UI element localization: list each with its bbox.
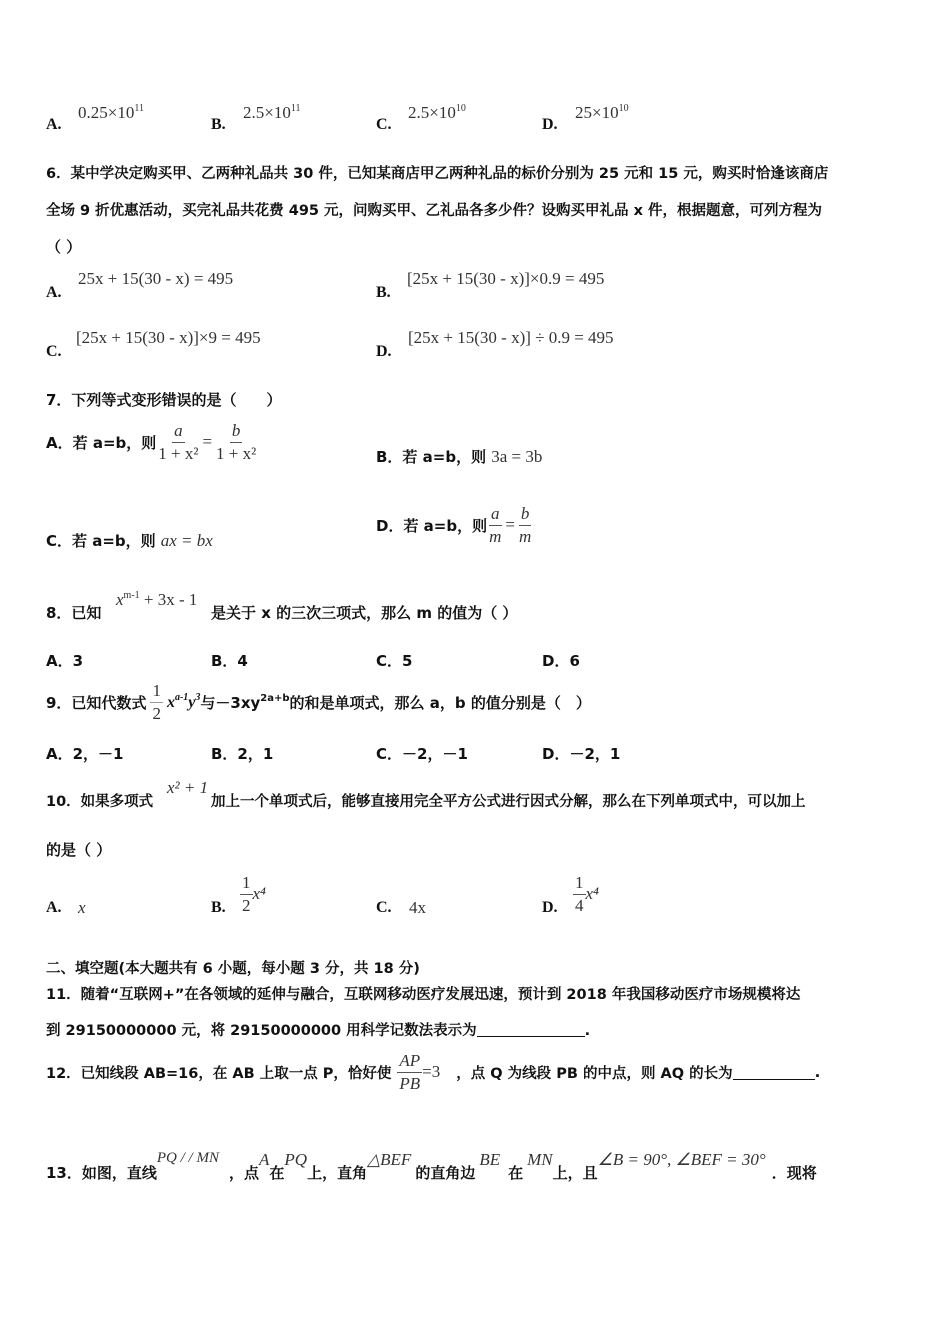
q12-fraction: $\frac{AP}{PB}$	[399, 1051, 421, 1093]
q9-fraction: $\frac{1}{2}$	[152, 681, 161, 723]
q8-suffix: 是关于 x 的三次三项式，那么 m 的值为（ ）	[211, 604, 518, 622]
q10-option-a-label: A.	[46, 899, 62, 916]
q9-option-c: C．－2，－1	[376, 745, 468, 763]
q10-option-d-value: $\frac{1}{4}$ x⁴	[575, 873, 599, 915]
q9-term1: $x^{a-1}y^3$	[166, 692, 201, 712]
q6-option-c-value: [25x + 15(30 - x)]×9 = 495	[76, 328, 261, 347]
q9-option-d: D．－2，1	[542, 745, 621, 763]
question-12: 12．已知线段 AB=16，在 AB 上取一点 P，恰好使 $\frac{AP}{PB}$ =3 ，点 Q 为线段 PB 的中点，则 AQ 的长为 .	[46, 1051, 821, 1093]
q7-option-d-frac1: $\frac{a}{m}$	[489, 504, 502, 546]
q11-stem-line2: 到 29150000000 元，将 29150000000 用科学记数法表示为 .	[46, 1023, 591, 1039]
q8-prefix: 8．已知	[46, 604, 102, 622]
q6-stem-line3: （ ）	[46, 238, 82, 256]
q6-option-c-label: C.	[46, 343, 62, 360]
q7-option-b	[376, 446, 542, 467]
q12-prefix: 12．已知线段 AB=16，在 AB 上取一点 P，恰好使	[46, 1065, 392, 1082]
q8-expression: $x^{m-1} + 3x - 1$	[116, 590, 198, 609]
q10-suffix: 加上一个单项式后，能够直接用完全平方公式进行因式分解，那么在下列单项式中，可以加上	[211, 794, 806, 810]
q10-option-c-label: C.	[376, 899, 392, 916]
q10-expression: x² + 1	[167, 778, 209, 797]
q10-stem-line2: 的是（ ）	[46, 841, 112, 859]
q5-option-a-value: $0.25\times 10^{11}$	[78, 103, 144, 122]
q10-option-b-value: $\frac{1}{2}$ x⁴	[242, 873, 266, 915]
q7-option-a-frac1: $\frac{a}{\text{1 + x²}}$	[158, 421, 199, 463]
q10-option-d-label: D.	[542, 899, 558, 916]
q8-option-c: C．5	[376, 652, 413, 670]
q6-option-a-value: 25x + 15(30 - x) = 495	[78, 269, 234, 288]
q7-option-b-label: B．若 a=b，则	[376, 448, 487, 466]
q7-option-c-value: ax = bx	[160, 531, 213, 550]
q6-stem-line2: 全场 9 折优惠活动，买完礼品共花费 495 元，问购买甲、乙礼品各多少件？设购买甲礼品 x 件，根据题意，可列方程为	[46, 203, 822, 219]
q9-option-a: A．2，－1	[46, 745, 124, 763]
q5-option-d-label: D.	[542, 116, 558, 133]
q5-option-b-value: $2.5\times 10^{11}$	[243, 103, 301, 122]
q5-option-c-label: C.	[376, 116, 392, 133]
q7-option-a: A．若 a=b，则 $\frac{a}{\text{1 + x²}}$ = $\frac{b}{\text{1 + x²}}$	[46, 421, 257, 463]
q11-answer-blank[interactable]	[477, 1022, 585, 1037]
q5-option-d-value: $25\times 10^{10}$	[575, 103, 629, 122]
q6-stem-line1: 6．某中学决定购买甲、乙两种礼品共 30 件，已知某商店甲乙两种礼品的标价分别为 25 元和 15 元，购买时恰逢该商店	[46, 166, 829, 182]
q6-option-d-value: [25x + 15(30 - x)] ÷ 0.9 = 495	[408, 328, 614, 347]
q10-option-a-value: x	[78, 898, 86, 917]
q7-stem: 7．下列等式变形错误的是（ ）	[46, 391, 282, 409]
q6-option-b-value: [25x + 15(30 - x)]×0.9 = 495	[407, 269, 605, 288]
q7-option-d-label: D．若 a=b，则	[376, 516, 488, 535]
q9-option-b: B．2，1	[211, 745, 274, 763]
q12-suffix: ，点 Q 为线段 PB 的中点，则 AQ 的长为	[456, 1065, 733, 1082]
q7-option-d-frac2: $\frac{b}{m}$	[518, 504, 532, 546]
q6-option-d-label: D.	[376, 343, 392, 360]
q9-stem: 9．已知代数式 $\frac{1}{2}$ $x^{a-1}y^3$ 与$-3xy^{2a+b}$ 的和是单项式，那么 a，b 的值分别是（ ）	[46, 681, 591, 723]
q7-option-b-value: 3a = 3b	[491, 447, 543, 466]
q12-answer-blank[interactable]	[733, 1065, 815, 1080]
question-13: 13．如图，直线 PQ / / MN ，点 A 在 PQ 上，直角 △BEF 的直角边 BE 在 MN 上，且 ∠B = 90°, ∠BEF = 30° ．现将	[46, 1150, 817, 1182]
q5-option-b-label: B.	[211, 116, 226, 133]
q7-option-c	[46, 530, 213, 551]
q7-option-a-frac2: $\frac{b}{\text{1 + x²}}$	[216, 421, 257, 463]
q9-term2: 与$-3xy^{2a+b}$	[200, 692, 290, 712]
q5-option-c-value: $2.5\times 10^{10}$	[408, 103, 466, 122]
q10-prefix: 10．如果多项式	[46, 794, 154, 810]
q10-option-b-label: B.	[211, 899, 226, 916]
q7-option-d: D．若 a=b，则 $\frac{a}{m}$ = $\frac{b}{m}$	[376, 504, 532, 546]
q8-option-d: D．6	[542, 652, 580, 670]
q7-option-c-label: C．若 a=b，则	[46, 532, 156, 550]
q11-stem-line1: 11．随着“互联网+”在各领域的延伸与融合，互联网移动医疗发展迅速，预计到 2018 年我国移动医疗市场规模将达	[46, 987, 801, 1003]
q7-option-a-label: A．若 a=b，则	[46, 433, 157, 452]
q6-option-a-label: A.	[46, 284, 62, 301]
q6-option-b-label: B.	[376, 284, 391, 301]
q10-option-c-value: 4x	[409, 898, 426, 917]
section-2-title: 二、填空题(本大题共有 6 小题，每小题 3 分，共 18 分)	[46, 961, 420, 977]
q8-option-b: B．4	[211, 652, 248, 670]
q5-option-a-label: A.	[46, 116, 62, 133]
q8-option-a: A．3	[46, 652, 84, 670]
